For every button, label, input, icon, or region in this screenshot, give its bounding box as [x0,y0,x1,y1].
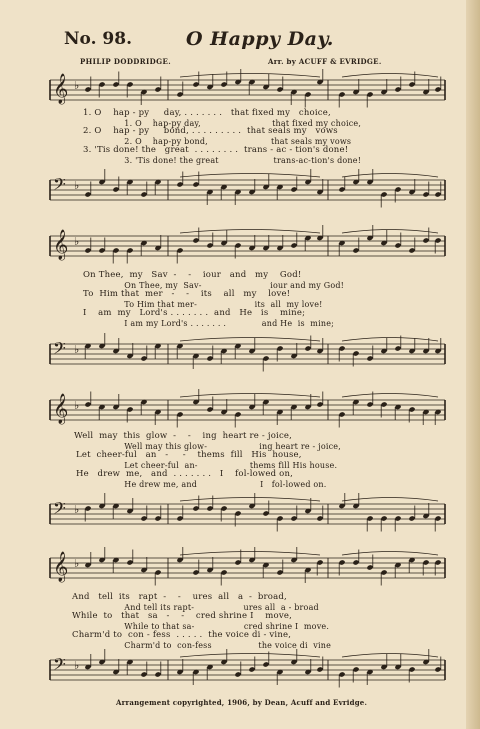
author-credit: PHILIP DODDRIDGE. [80,57,172,66]
lyric-line: On Thee, my Sav- iour and my God! [42,281,345,290]
lyric-line: And tell its rapt- ures all a - broad [42,603,319,612]
svg-text:𝄢: 𝄢 [53,498,66,522]
lyric-line: To Him that mer- its all my love! [42,300,323,309]
svg-text:𝄞: 𝄞 [53,552,69,582]
treble-staff [50,230,445,270]
svg-text:♭: ♭ [74,557,80,570]
lyric-line: 2. O hap-py bond, that seals my vows [42,137,352,146]
lyric-line: On Thee, my Sav - - iour and my God! [83,270,302,280]
arranger-credit: Arr. by ACUFF & EVRIDGE. [268,57,382,66]
bass-staff [50,498,445,538]
svg-text:𝄢: 𝄢 [53,174,66,198]
bass-staff [50,654,445,694]
svg-text:♭: ♭ [74,235,80,248]
treble-staff [50,552,445,592]
svg-text:𝄞: 𝄞 [53,74,69,104]
lyric-line: Let cheer-ful an - - thems fill His house, [76,450,302,460]
svg-text:𝄞: 𝄞 [53,394,69,424]
lyric-line: To Him that mer - - its all my love! [83,289,291,299]
music-system [42,386,445,546]
lyric-line: Charm'd to con-fess the voice di vine [42,641,332,650]
svg-text:♭: ♭ [74,343,80,356]
lyric-line: 3. 'Tis done! the great trans-ac-tion's done! [42,156,362,165]
lyric-line: I am my Lord's . . . . . . . and He is mine; [42,319,335,328]
svg-text:𝄢: 𝄢 [53,338,66,362]
svg-text:𝄢: 𝄢 [53,654,66,678]
lyric-line: He drew me, and . . . . . . . I fol-lowed on, [76,469,294,479]
lyric-line: 1. O hap-py day, that fixed my choice, [42,119,362,128]
lyric-line: Let cheer-ful an- thems fill His house. [42,461,338,470]
lyric-line: Well may this glow- ing heart re - joice, [42,442,341,451]
hymn-title: O Happy Day. [186,28,334,50]
svg-text:♭: ♭ [74,399,80,412]
svg-text:♭: ♭ [74,503,80,516]
lyric-line: While to that sa- cred shrine I move. [42,622,330,631]
svg-text:♭: ♭ [74,179,80,192]
lyric-line: He drew me, and I fol-lowed on. [42,480,327,489]
lyric-line: I am my Lord's . . . . . . . and He is mine; [83,308,306,318]
lyric-line: While to that sa - - cred shrine I move, [72,611,292,621]
svg-text:♭: ♭ [74,79,80,92]
copyright-notice: Arrangement copyrighted, 1906, by Dean, Acuff and Evridge. [116,698,368,707]
lyric-line: 2. O hap - py bond, . . . . . . . . . that seals my vows [83,126,338,136]
lyric-line: Charm'd to con - fess . . . . . the voice di - vine, [72,630,292,640]
music-system [42,544,445,694]
music-system [42,222,445,382]
svg-text:𝄞: 𝄞 [53,230,69,260]
lyric-line: 1. O hap - py day, . . . . . . . that fixed my choice, [83,108,331,118]
bass-staff [50,174,445,214]
lyric-line: 3. 'Tis done! the great . . . . . . . . trans - ac - tion's done! [83,145,349,155]
page-edge [466,0,480,729]
bass-staff [50,338,445,378]
hymn-number: No. 98. [64,29,132,49]
lyric-line: Well may this glow - - ing heart re - joice, [74,431,293,441]
svg-text:♭: ♭ [74,659,80,672]
music-system [42,66,445,216]
lyric-line: And tell its rapt - - ures all a - broad, [72,592,287,602]
treble-staff [50,394,445,434]
